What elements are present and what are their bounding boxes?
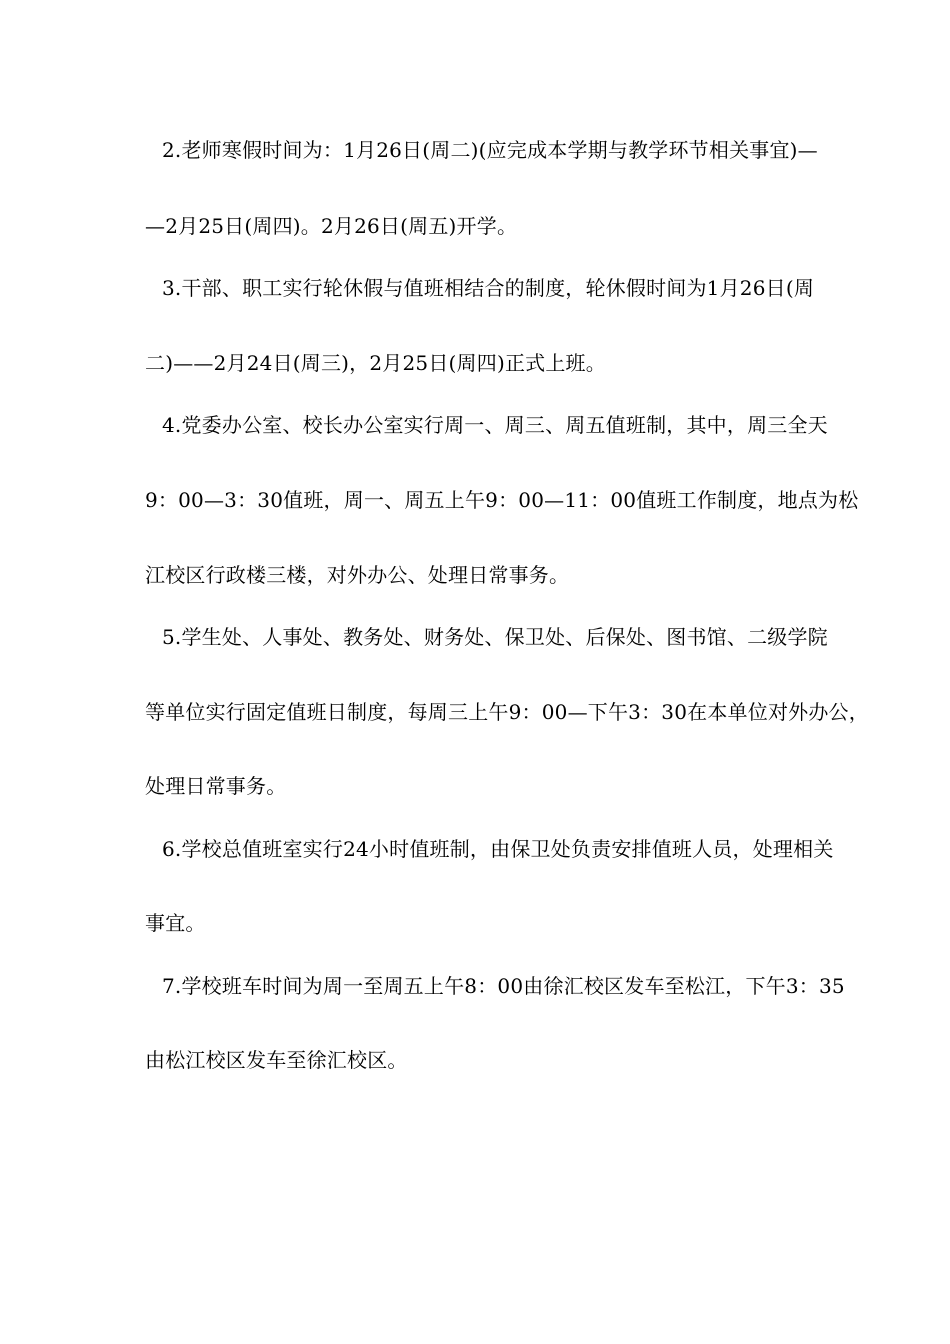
paragraph-3-line-2: 二)——2月24日(周三)，2月25日(周四)正式上班。 xyxy=(145,351,606,375)
paragraph-7-line-2: 由松江校区发车至徐汇校区。 xyxy=(145,1048,408,1072)
paragraph-4-line-3: 江校区行政楼三楼，对外办公、处理日常事务。 xyxy=(145,563,570,587)
paragraph-3-line-1: 3.干部、职工实行轮休假与值班相结合的制度，轮休假时间为1月26日(周 xyxy=(162,276,815,300)
paragraph-5-line-2: 等单位实行固定值班日制度，每周三上午9：00—下午3：30在本单位对外办公， xyxy=(145,700,869,724)
paragraph-6-line-1: 6.学校总值班室实行24小时值班制，由保卫处负责安排值班人员，处理相关 xyxy=(162,837,834,861)
paragraph-2-line-2: —2月25日(周四)。2月26日(周五)开学。 xyxy=(145,214,518,238)
paragraph-2-line-1: 2.老师寒假时间为：1月26日(周二)(应完成本学期与教学环节相关事宜)— xyxy=(162,138,818,162)
paragraph-5-line-1: 5.学生处、人事处、教务处、财务处、保卫处、后保处、图书馆、二级学院 xyxy=(162,625,828,649)
paragraph-5-line-3: 处理日常事务。 xyxy=(145,774,287,798)
paragraph-6-line-2: 事宜。 xyxy=(145,911,206,935)
paragraph-4-line-1: 4.党委办公室、校长办公室实行周一、周三、周五值班制，其中，周三全天 xyxy=(162,413,828,437)
paragraph-4-line-2: 9：00—3：30值班，周一、周五上午9：00—11：00值班工作制度，地点为松 xyxy=(145,488,859,512)
paragraph-7-line-1: 7.学校班车时间为周一至周五上午8：00由徐汇校区发车至松江，下午3：35 xyxy=(162,974,845,998)
